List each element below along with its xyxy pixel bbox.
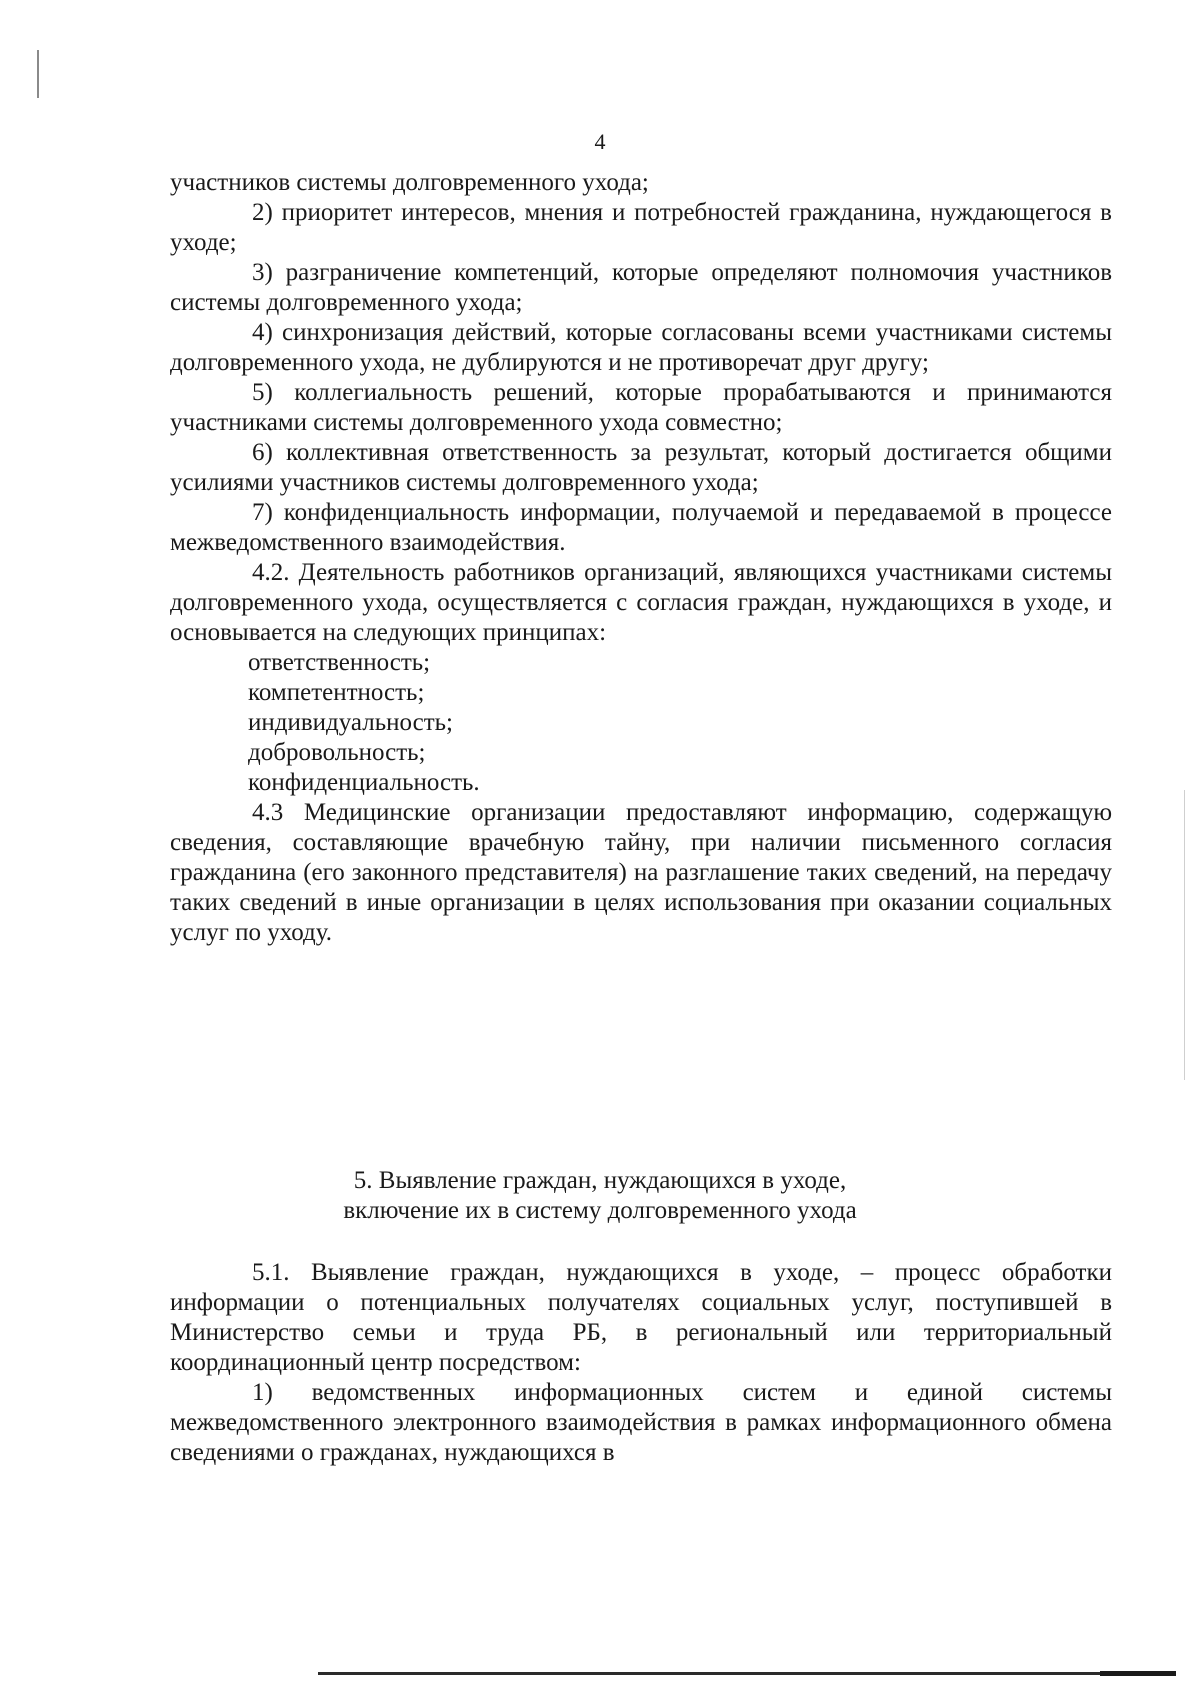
paragraph-continuation: участников системы долговременного ухода; [170, 169, 649, 196]
document-body-part-1 [170, 168, 1112, 948]
document-body-part-2 [170, 1258, 1112, 1468]
principle-item: добровольность; [248, 739, 426, 766]
clause-5-1-item-1: 1) ведомственных информационных систем и единой системы межведомственного электронного взаимодействия в рамках информационного обмена сведениями о гражданах, нуждающихся в [170, 1379, 1112, 1466]
scan-artifact-left [37, 50, 39, 98]
clause-4-2: 4.2. Деятельность работников организаций, являющихся участниками системы долговременного ухода, осуществляется с согласия граждан, нуждающихся в уходе, и основывается на следующих принципах: [170, 559, 1112, 646]
section-5-title-line-2: включение их в систему долговременного ухода [343, 1197, 857, 1224]
list-item-4: 4) синхронизация действий, которые согласованы всеми участниками системы долговременного ухода, не дублируются и не противоречат друг другу; [170, 319, 1112, 376]
footer-rule-end [1100, 1671, 1176, 1676]
principle-item: индивидуальность; [248, 709, 453, 736]
principle-item: конфиденциальность. [248, 769, 480, 796]
list-item-2: 2) приоритет интересов, мнения и потребностей гражданина, нуждающегося в уходе; [170, 199, 1112, 256]
page-number: 4 [594, 129, 606, 154]
list-item-6: 6) коллективная ответственность за результат, который достигается общими усилиями участников системы долговременного ухода; [170, 439, 1112, 496]
scan-artifact-right [1184, 790, 1185, 1080]
section-5-heading [0, 1166, 1200, 1226]
list-item-7: 7) конфиденциальность информации, получаемой и передаваемой в процессе межведомственного взаимодействия. [170, 499, 1112, 556]
clause-4-3: 4.3 Медицинские организации предоставляют информацию, содержащую сведения, составляющие врачебную тайну, при наличии письменного согласия гражданина (его законного представителя) на разглашение таких сведений, на передачу таких сведений в иные организации в целях использования при оказании социальных услуг по уходу. [170, 799, 1112, 946]
principle-item: компетентность; [248, 679, 425, 706]
footer-rule [318, 1672, 1176, 1675]
principle-item: ответственность; [248, 649, 431, 676]
list-item-5: 5) коллегиальность решений, которые прорабатываются и принимаются участниками системы долговременного ухода совместно; [170, 379, 1112, 436]
section-5-title-line-1: 5. Выявление граждан, нуждающихся в уходе, [353, 1167, 847, 1194]
clause-5-1: 5.1. Выявление граждан, нуждающихся в уходе, – процесс обработки информации о потенциальных получателях социальных услуг, поступившей в Министерство семьи и труда РБ, в региональный или территориальный координационный центр посредством: [170, 1259, 1112, 1376]
list-item-3: 3) разграничение компетенций, которые определяют полномочия участников системы долговременного ухода; [170, 259, 1112, 316]
